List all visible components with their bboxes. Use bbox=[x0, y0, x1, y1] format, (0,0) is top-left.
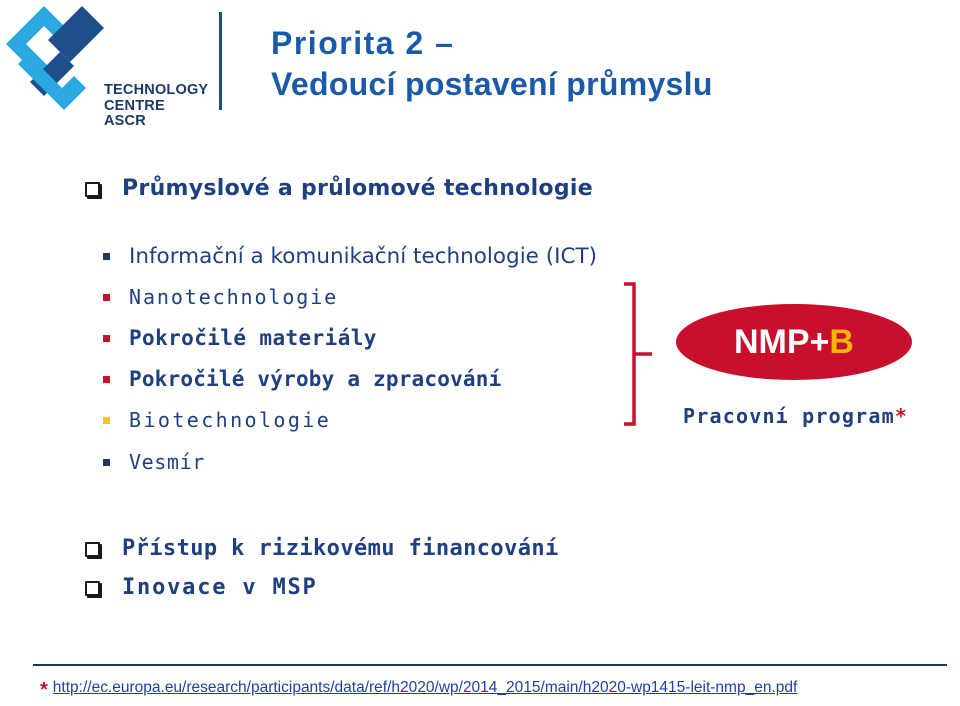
checkbox-item-text: Průmyslové a průlomové technologie bbox=[122, 176, 593, 201]
bullet-text: Vesmír bbox=[129, 450, 205, 474]
slide-title-line2: Vedoucí postavení průmyslu bbox=[271, 66, 713, 102]
bullet-item-space bbox=[103, 452, 205, 472]
title-divider bbox=[219, 12, 222, 110]
bullet-item-biotech bbox=[103, 410, 331, 430]
checkbox-item-text: Inovace v MSP bbox=[122, 575, 318, 600]
bullet-text: Nanotechnologie bbox=[129, 285, 339, 309]
nmpb-accent-text: B bbox=[829, 323, 854, 361]
slide-title-line1: Priorita 2 – bbox=[271, 25, 455, 61]
bullet-text: Pokročilé výroby a zpracování bbox=[129, 367, 502, 391]
work-programme-label bbox=[683, 406, 908, 426]
bullet-text: Pokročilé materiály bbox=[129, 326, 377, 350]
footer-divider bbox=[33, 664, 947, 666]
checkbox-bullet-icon bbox=[85, 542, 100, 557]
nmpb-main-text: NMP+ bbox=[734, 323, 830, 361]
technology-centre-logo bbox=[0, 0, 210, 129]
checkbox-bullet-icon bbox=[85, 182, 100, 197]
square-bullet-icon bbox=[103, 459, 110, 466]
logo-mark-icon bbox=[0, 0, 110, 125]
checkbox-bullet-icon bbox=[85, 581, 100, 596]
square-bullet-icon bbox=[103, 417, 110, 424]
bullet-item-nanotech bbox=[103, 287, 338, 307]
square-bullet-icon bbox=[103, 335, 110, 342]
bullet-item-ict bbox=[103, 246, 597, 268]
checkbox-item-innovation-sme bbox=[85, 577, 318, 599]
bullet-text: Informační a komunikační technologie (ICT) bbox=[129, 244, 598, 269]
footnote bbox=[40, 680, 797, 700]
footnote-link[interactable]: http://ec.europa.eu/research/participants/data/ref/h2020/wp/2014_2015/main/h2020-wp1415-leit-nmp_en.pdf bbox=[52, 679, 798, 696]
bullet-item-materials bbox=[103, 328, 377, 349]
square-bullet-icon bbox=[103, 253, 110, 260]
nmpb-badge bbox=[676, 304, 912, 380]
checkbox-item-risk-finance bbox=[85, 538, 559, 560]
program-text: Pracovní program bbox=[683, 404, 895, 428]
bullet-text: Biotechnologie bbox=[129, 408, 332, 432]
checkbox-item-industrial-tech bbox=[85, 178, 593, 200]
program-star: * bbox=[894, 404, 909, 428]
bullet-item-manufacturing bbox=[103, 369, 501, 390]
logo-text-line2: CENTRE ASCR bbox=[104, 98, 165, 129]
footnote-star: * bbox=[40, 679, 48, 701]
square-bullet-icon bbox=[103, 294, 110, 301]
checkbox-item-text: Přístup k rizikovému financování bbox=[122, 536, 559, 561]
logo-text-line1: TECHNOLOGY bbox=[104, 82, 209, 98]
grouping-bracket bbox=[610, 280, 670, 430]
square-bullet-icon bbox=[103, 376, 110, 383]
